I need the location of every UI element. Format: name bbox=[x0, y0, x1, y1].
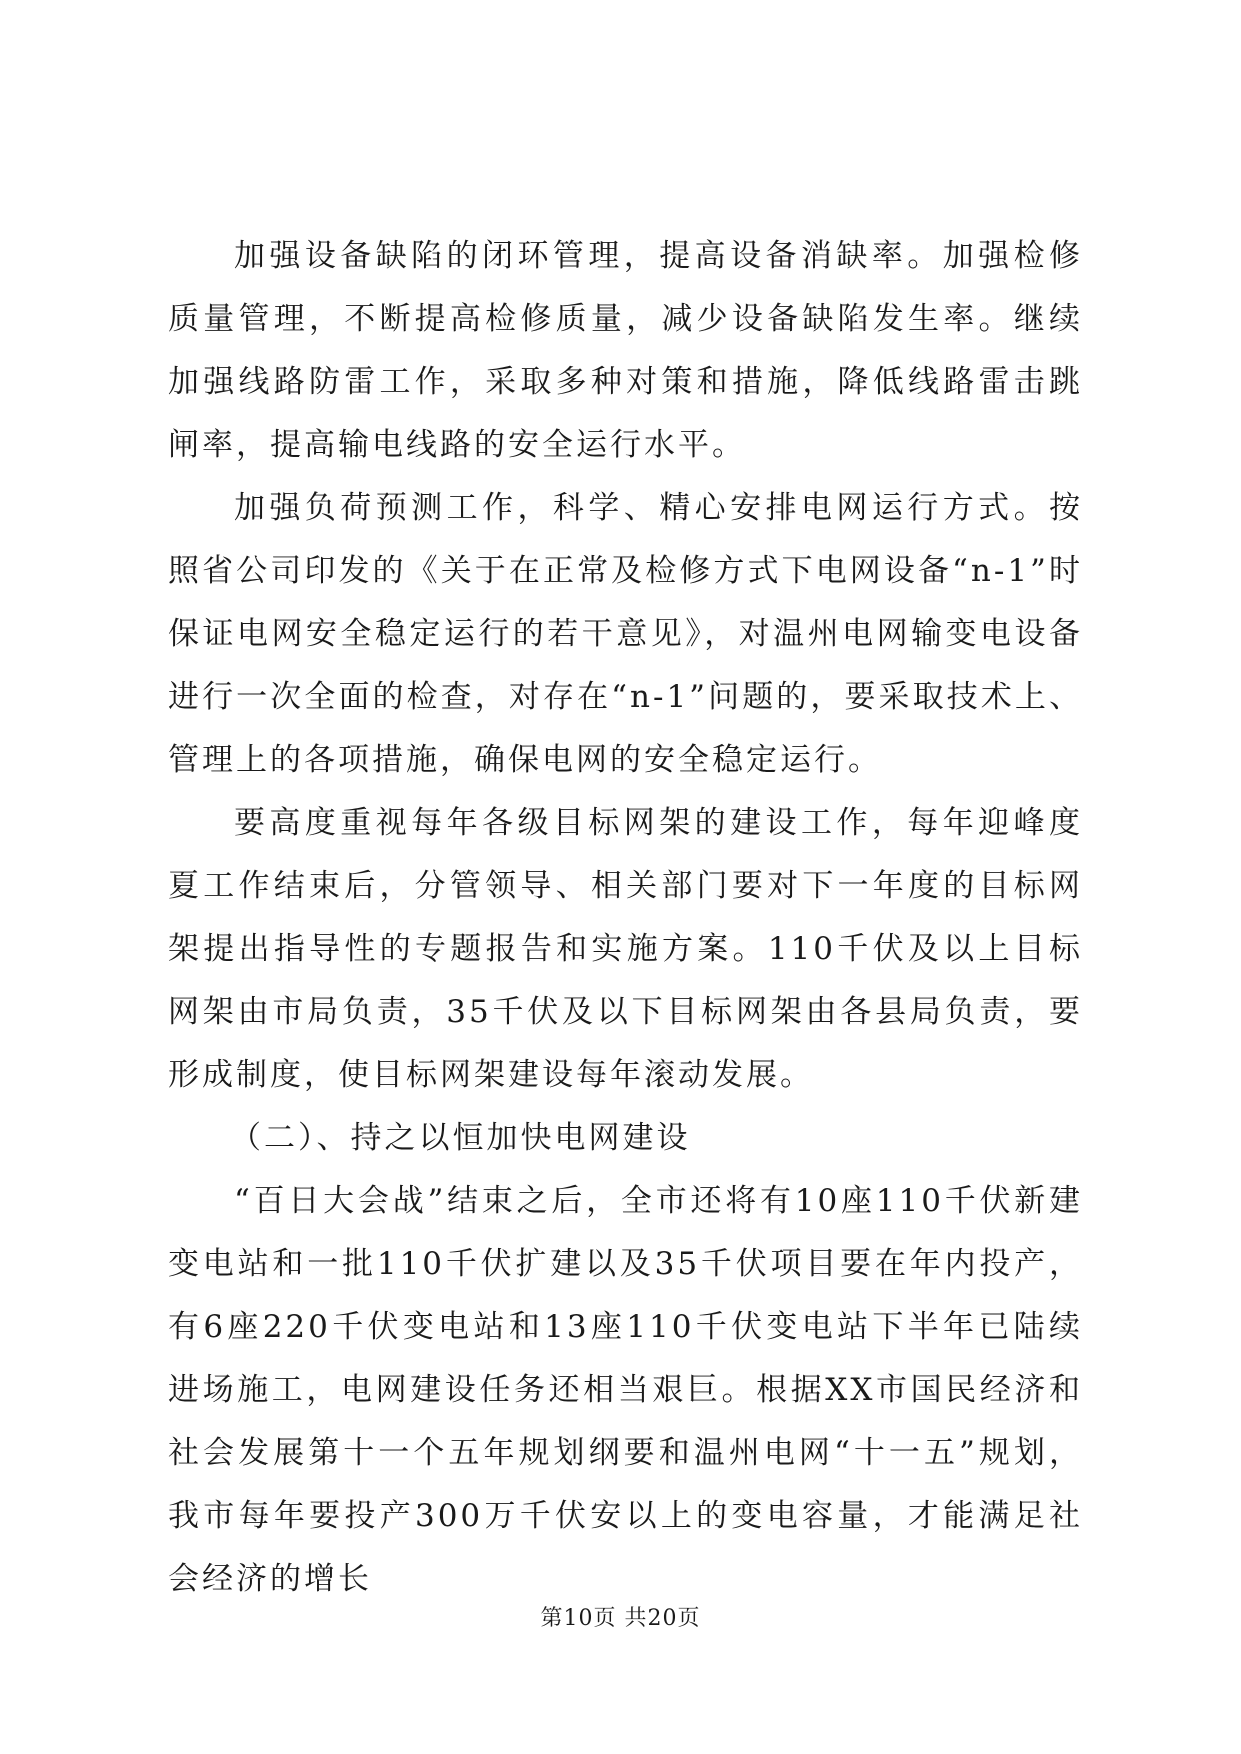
paragraph-equipment-defects: 加强设备缺陷的闭环管理，提高设备消缺率。加强检修质量管理，不断提高检修质量，减少设备缺陷发生率。继续加强线路防雷工作，采取多种对策和措施，降低线路雷击跳闸率，提高输电线路的安全运行水平。 bbox=[168, 238, 1083, 463]
section-heading: （二）、持之以恒加快电网建设 bbox=[230, 1120, 691, 1156]
document-body bbox=[168, 225, 1083, 1611]
page-number-footer: 第10页 共20页 bbox=[540, 1606, 701, 1631]
paragraph-load-forecast: 加强负荷预测工作，科学、精心安排电网运行方式。按照省公司印发的《关于在正常及检修方式下电网设备“n-1”时保证电网安全稳定运行的若干意见》，对温州电网输变电设备进行一次全面的检查，对存在“n-1”问题的，要采取技术上、管理上的各项措施，确保电网的安全稳定运行。 bbox=[168, 490, 1083, 778]
paragraph-target-grid: 要高度重视每年各级目标网架的建设工作，每年迎峰度夏工作结束后，分管领导、相关部门要对下一年度的目标网架提出指导性的专题报告和实施方案。110千伏及以上目标网架由市局负责，35千伏及以下目标网架由各县局负责，要形成制度，使目标网架建设每年滚动发展。 bbox=[168, 805, 1083, 1093]
paragraph-grid-construction: “百日大会战”结束之后，全市还将有10座110千伏新建变电站和一批110千伏扩建以及35千伏项目要在年内投产，有6座220千伏变电站和13座110千伏变电站下半年已陆续进场施工，电网建设任务还相当艰巨。根据XX市国民经济和社会发展第十一个五年规划纲要和温州电网“十一五”规划，我市每年要投产300万千伏安以上的变电容量，才能满足社会经济的增长 bbox=[168, 1183, 1083, 1597]
